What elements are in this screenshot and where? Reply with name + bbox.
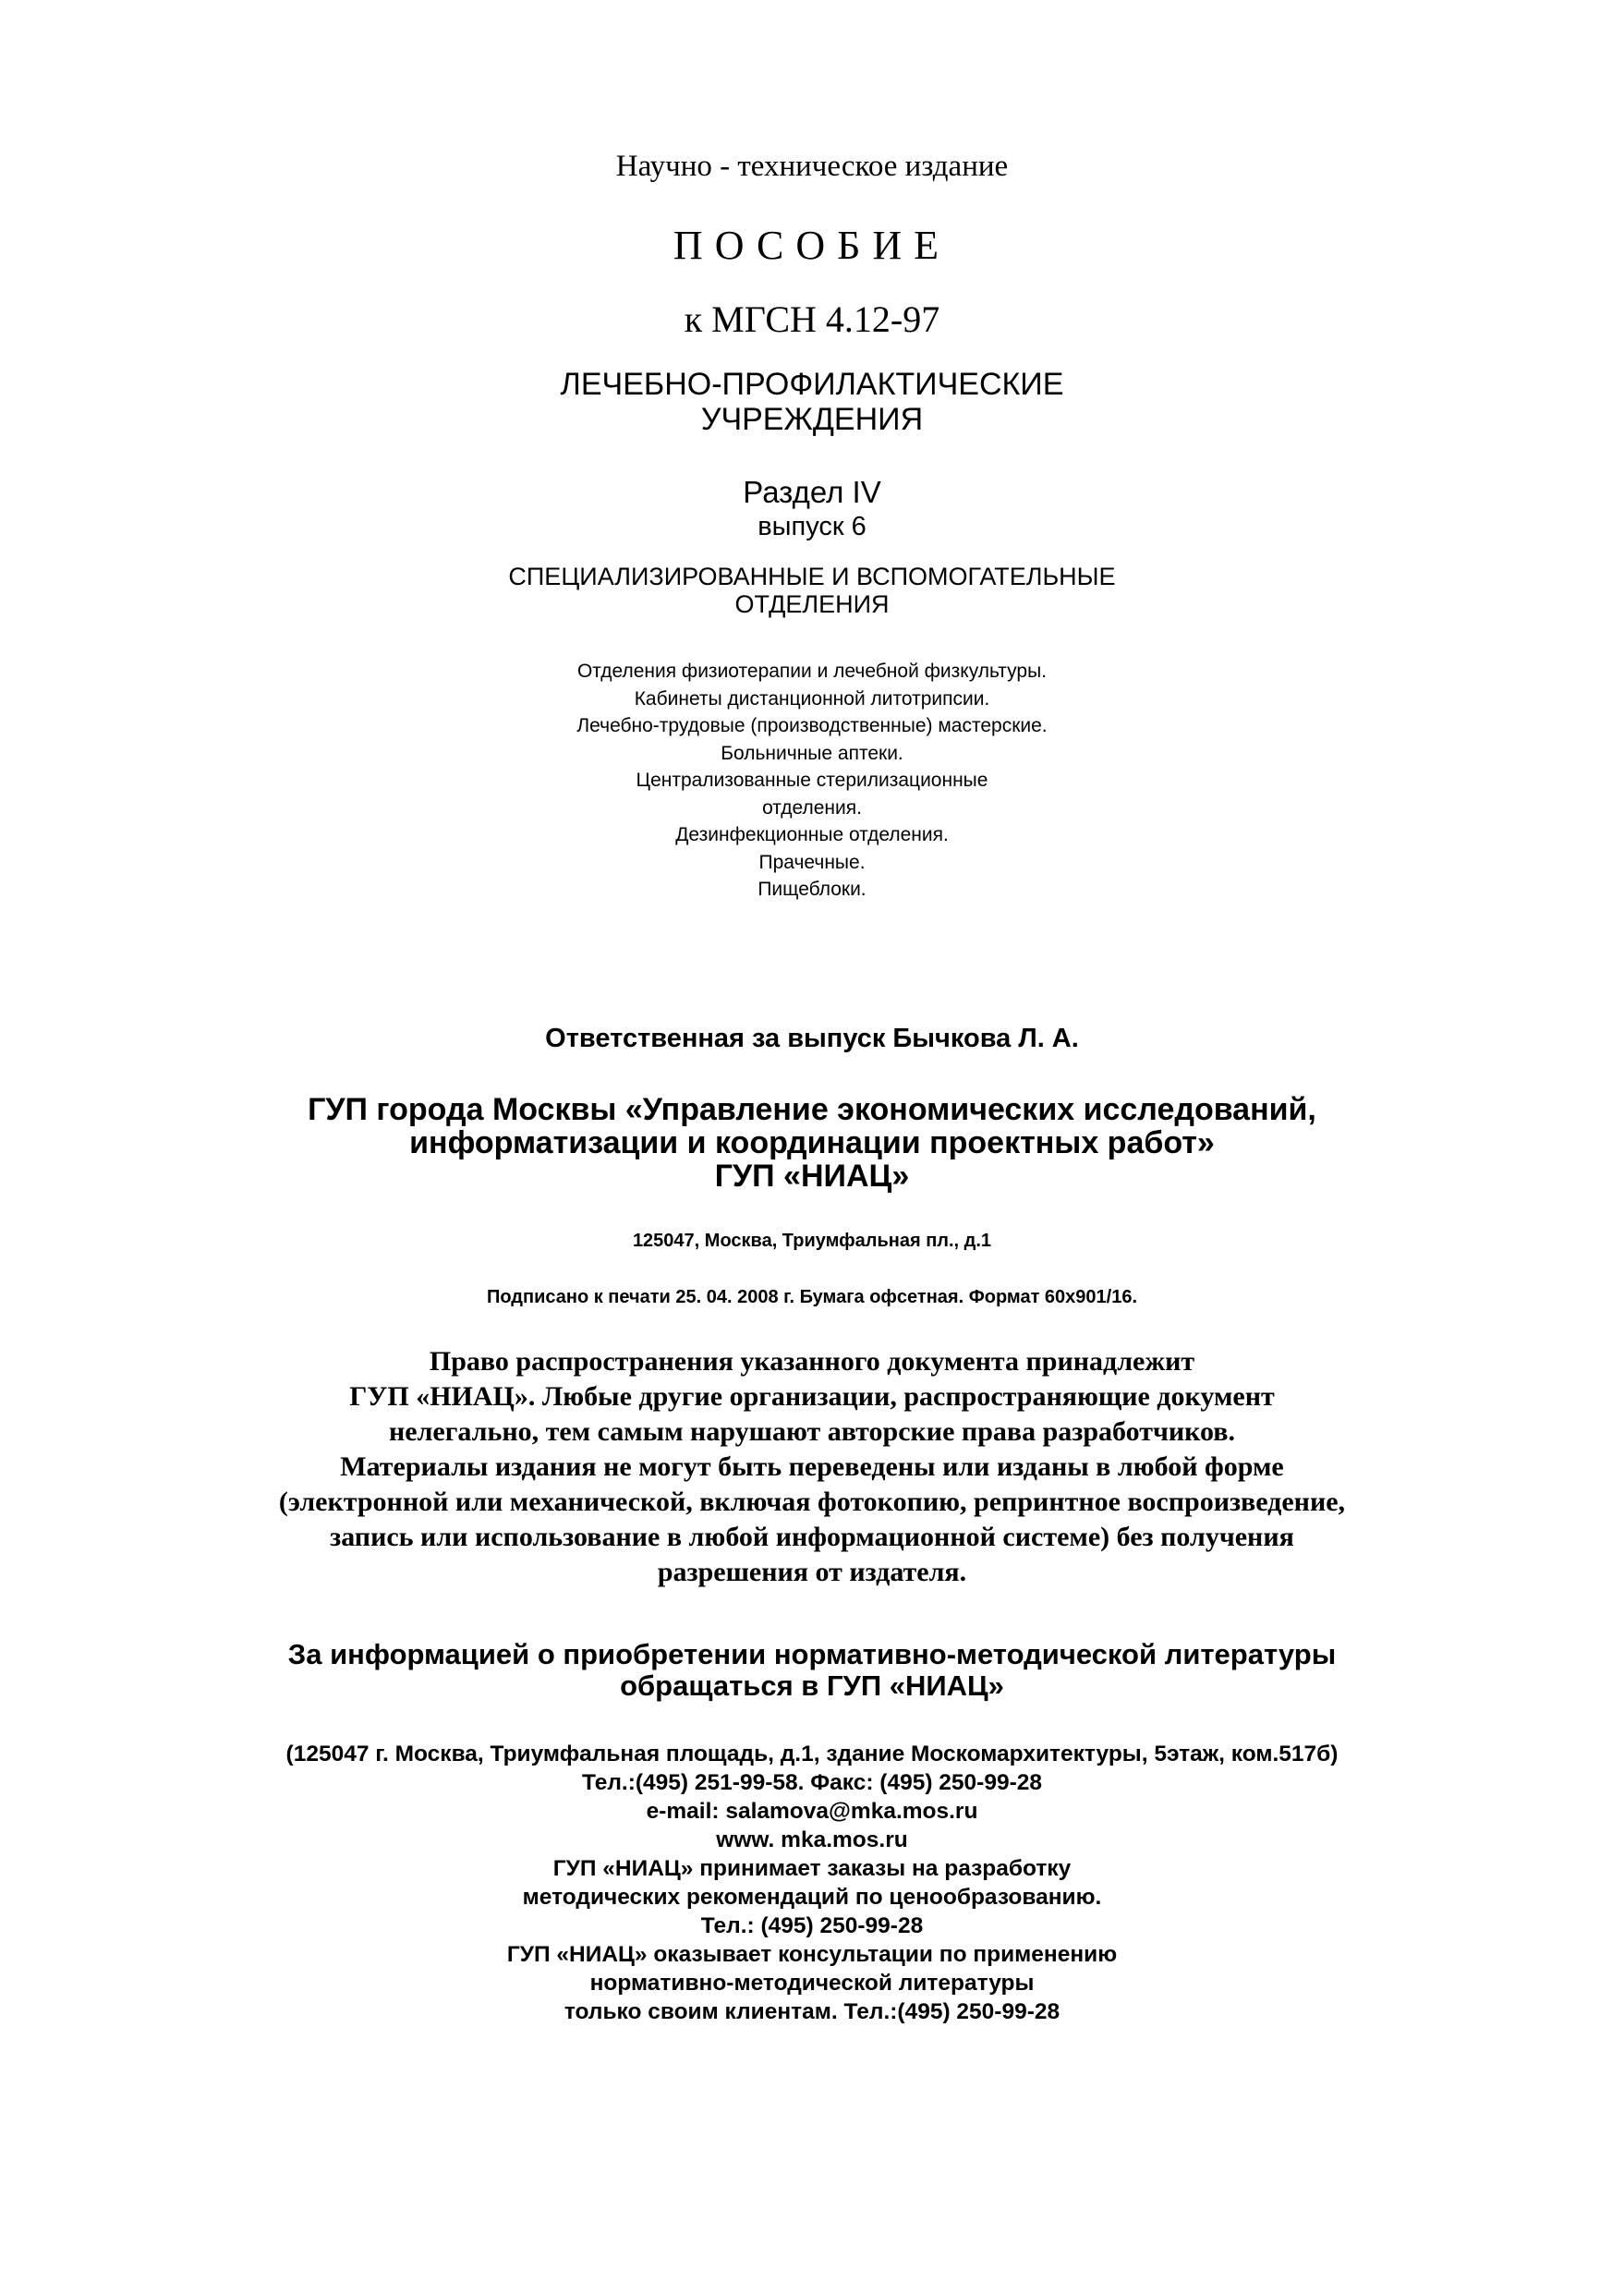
department-line: ОТДЕЛЕНИЯ [734, 590, 890, 618]
contents-item: Больничные аптеки. [721, 742, 903, 764]
publisher-address: 125047, Москва, Триумфальная пл., д.1 [632, 1231, 992, 1251]
contents-item: отделения. [762, 796, 862, 819]
contacts-line: только своим клиентам. Тел.:(495) 250-99-28 [564, 1999, 1060, 2024]
contacts-address: (125047 г. Москва, Триумфальная площадь, д.1, здание Москомархитектуры, 5этаж, ком.517б) [285, 1742, 1339, 1766]
contacts-website: www. mka.mos.ru [716, 1827, 908, 1852]
publication-type: Научно - техническое издание [615, 150, 1009, 183]
purchase-info-line: обращаться в ГУП «НИАЦ» [620, 1669, 1004, 1702]
contents-item: Лечебно-трудовые (производственные) мастерские. [576, 715, 1048, 736]
document-title: ПОСОБИЕ [673, 223, 951, 268]
department-line: СПЕЦИАЛИЗИРОВАННЫЕ И ВСПОМОГАТЕЛЬНЫЕ [508, 563, 1116, 590]
contacts-line: методических рекомендаций по ценообразованию. [522, 1885, 1102, 1910]
responsible-editor: Ответственная за выпуск Бычкова Л. А. [545, 1024, 1079, 1053]
contacts-line: нормативно-методической литературы [589, 1971, 1035, 1996]
contents-list [0, 658, 1624, 904]
contents-item: Централизованные стерилизационные [636, 770, 988, 791]
contents-item: Дезинфекционные отделения. [675, 824, 949, 845]
contacts-block [0, 1740, 1624, 2026]
copyright-line: (электронной или механической, включая фотокопию, репринтное воспроизведение, [278, 1487, 1346, 1517]
publisher-line: ГУП города Москвы «Управление экономических исследований, [308, 1092, 1316, 1127]
contacts-line: ГУП «НИАЦ» оказывает консультации по применению [506, 1942, 1118, 1967]
contents-item: Прачечные. [758, 851, 866, 873]
contents-item: Кабинеты дистанционной литотрипсии. [634, 687, 990, 710]
contents-item: Отделения физиотерапии и лечебной физкультуры. [576, 661, 1048, 682]
purchase-info [0, 1639, 1624, 1702]
copyright-notice [0, 1344, 1624, 1590]
contacts-line: ГУП «НИАЦ» принимает заказы на разработку [552, 1856, 1072, 1881]
issue-label: выпуск 6 [757, 512, 867, 541]
purchase-info-line: За информацией о приобретении нормативно-методической литературы [287, 1638, 1337, 1670]
publisher-line: ГУП «НИАЦ» [714, 1159, 910, 1194]
section-label: Раздел IV [743, 475, 881, 509]
subject-line: ЛЕЧЕБНО-ПРОФИЛАКТИЧЕСКИЕ [560, 367, 1064, 402]
contents-item: Пищеблоки. [757, 879, 867, 900]
copyright-line: разрешения от издателя. [657, 1557, 967, 1587]
subject-heading [0, 367, 1624, 437]
subject-line: УЧРЕЖДЕНИЯ [700, 402, 924, 437]
copyright-line: запись или использование в любой информационной системе) без получения [330, 1522, 1294, 1552]
copyright-line: Право распространения указанного документа принадлежит [429, 1346, 1195, 1377]
copyright-line: ГУП «НИАЦ». Любые другие организации, распространяющие документ [349, 1381, 1275, 1412]
contacts-phone: Тел.: (495) 250-99-28 [700, 1913, 924, 1938]
copyright-line: Материалы издания не могут быть переведены или изданы в любой форме [340, 1451, 1284, 1482]
department-heading [0, 563, 1624, 618]
norm-reference: к МГСН 4.12-97 [684, 298, 940, 340]
publisher-block [0, 1093, 1624, 1193]
print-info: Подписано к печати 25. 04. 2008 г. Бумага офсетная. Формат 60х901/16. [486, 1287, 1138, 1307]
publisher-line: информатизации и координации проектных работ» [409, 1125, 1215, 1160]
contacts-email: e-mail: salamova@mka.mos.ru [646, 1799, 978, 1824]
copyright-line: нелегально, тем самым нарушают авторские права разработчиков. [388, 1416, 1235, 1447]
contacts-phone-fax: Тел.:(495) 251-99-58. Факс: (495) 250-99-28 [582, 1770, 1042, 1795]
